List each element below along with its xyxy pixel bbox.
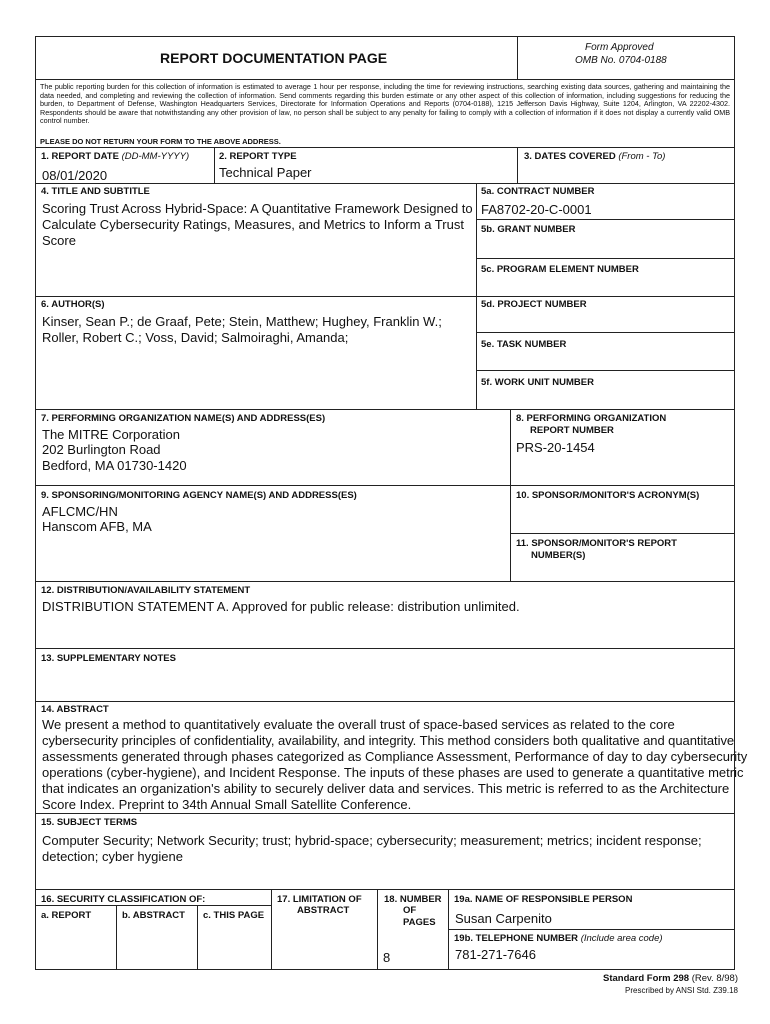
form-title: REPORT DOCUMENTATION PAGE bbox=[160, 50, 388, 66]
report-date-label bbox=[41, 151, 189, 162]
row1-divider-2 bbox=[517, 147, 518, 183]
security-classification-label: 16. SECURITY CLASSIFICATION OF: bbox=[41, 894, 206, 905]
title-line-3[interactable]: Score bbox=[42, 233, 76, 248]
grant-number-label: 5b. GRANT NUMBER bbox=[481, 224, 576, 235]
sponsoring-agency-line-1[interactable]: AFLCMC/HN bbox=[42, 504, 118, 519]
contract-number-label: 5a. CONTRACT NUMBER bbox=[481, 186, 595, 197]
subject-rule bbox=[35, 889, 735, 890]
standard-form-line bbox=[603, 973, 738, 984]
form-approved-label: Form Approved bbox=[585, 42, 654, 53]
pages-label-3: PAGES bbox=[403, 917, 436, 928]
performing-org-label: 7. PERFORMING ORGANIZATION NAME(S) AND ADDRESS(ES) bbox=[41, 413, 326, 424]
classification-report-label: a. REPORT bbox=[41, 910, 92, 921]
title-rule bbox=[35, 296, 735, 297]
supplementary-notes-label: 13. SUPPLEMENTARY NOTES bbox=[41, 653, 176, 664]
classification-subrule bbox=[35, 905, 271, 906]
title-label: 4. TITLE AND SUBTITLE bbox=[41, 186, 150, 197]
task-number-label: 5e. TASK NUMBER bbox=[481, 339, 567, 350]
standard-form-rev: (Rev. 8/98) bbox=[691, 973, 738, 984]
telephone-hint: (Include area code) bbox=[580, 933, 663, 944]
performing-org-line-1[interactable]: The MITRE Corporation bbox=[42, 427, 180, 442]
telephone-value[interactable]: 781-271-7646 bbox=[455, 947, 536, 962]
classification-divider-2 bbox=[197, 905, 198, 970]
distribution-value[interactable]: DISTRIBUTION STATEMENT A. Approved for public release: distribution unlimited. bbox=[42, 599, 520, 614]
project-number-label: 5d. PROJECT NUMBER bbox=[481, 299, 587, 310]
report-date-hint: (DD-MM-YYYY) bbox=[121, 151, 190, 162]
subject-terms-line-2[interactable]: detection; cyber hygiene bbox=[42, 849, 183, 864]
title-line-1[interactable]: Scoring Trust Across Hybrid-Space: A Quantitative Framework Designed to bbox=[42, 201, 473, 216]
classification-abstract-label: b. ABSTRACT bbox=[122, 910, 185, 921]
performing-report-label-2: REPORT NUMBER bbox=[530, 425, 614, 436]
pages-divider bbox=[377, 889, 378, 970]
classification-divider-1 bbox=[116, 905, 117, 970]
abstract-line[interactable]: Score Index. Preprint to 34th Annual Small Satellite Conference. bbox=[42, 797, 412, 812]
classification-this-page-label: c. THIS PAGE bbox=[203, 910, 265, 921]
distribution-label: 12. DISTRIBUTION/AVAILABILITY STATEMENT bbox=[41, 585, 251, 596]
row1-rule bbox=[35, 183, 735, 184]
subject-terms-line-1[interactable]: Computer Security; Network Security; trust; hybrid-space; cybersecurity; measurement; metrics; incident response; bbox=[42, 833, 702, 848]
authors-rule bbox=[35, 409, 735, 410]
responsible-person-label: 19a. NAME OF RESPONSIBLE PERSON bbox=[454, 894, 633, 905]
responsible-rule bbox=[448, 929, 735, 930]
notes-rule bbox=[35, 701, 735, 702]
authors-label: 6. AUTHOR(S) bbox=[41, 299, 105, 310]
telephone-label bbox=[454, 933, 663, 944]
performing-report-label-1: 8. PERFORMING ORGANIZATION bbox=[516, 413, 667, 424]
dates-covered-label-text: 3. DATES COVERED bbox=[524, 151, 616, 162]
report-documentation-form bbox=[35, 36, 735, 970]
dates-covered-hint: (From - To) bbox=[618, 151, 666, 162]
pages-value[interactable]: 8 bbox=[383, 950, 391, 965]
project-rule bbox=[476, 332, 735, 333]
dates-covered-label bbox=[524, 151, 665, 162]
sponsoring-rule bbox=[35, 581, 735, 582]
burden-statement: The public reporting burden for this collection of information is estimated to average 1 hour per response, including the time for reviewing instructions, searching existing data sources, gathering and maintaining the data needed, and completing and reviewing the collection of information. Send comments regarding this burden estimate or any other aspect of this collection of information, including suggestions for reducing the burden, to Department of Defense, Washington Headquarters Services, Directorate for Information Operations and Reports (0704-0188), 1215 Jefferson Davis Highway, Suite 1204, Arlington, VA 22202-4302. Respondents should be aware that notwithstanding any other provision of law, no person shall be subject to any penalty for failing to comply with a collection of information if it does not display a currently valid OMB control number. bbox=[40, 82, 730, 126]
instructions-rule bbox=[35, 147, 735, 148]
pages-label-1: 18. NUMBER bbox=[384, 894, 442, 905]
abstract-line[interactable]: cybersecurity principles of confidentiality, availability, and integrity. This method considers both qualitative and quantitative bbox=[42, 733, 735, 748]
column-divider-8 bbox=[510, 409, 511, 581]
abstract-line[interactable]: We present a method to quantitatively evaluate the overall trust of space-based services as related to the core bbox=[42, 717, 675, 732]
abstract-rule bbox=[35, 813, 735, 814]
responsible-person-value[interactable]: Susan Carpenito bbox=[455, 911, 552, 926]
limitation-divider bbox=[271, 889, 272, 970]
sponsor-report-label-2: NUMBER(S) bbox=[531, 550, 586, 561]
abstract-line[interactable]: operations (cyber-hygiene), and Incident Response. The inputs of these phases are used to generate a quantitative metric bbox=[42, 765, 744, 780]
performing-rule bbox=[35, 485, 735, 486]
sponsoring-agency-line-2[interactable]: Hanscom AFB, MA bbox=[42, 519, 152, 534]
grant-rule bbox=[476, 258, 735, 259]
program-element-label: 5c. PROGRAM ELEMENT NUMBER bbox=[481, 264, 639, 275]
report-type-label: 2. REPORT TYPE bbox=[219, 151, 297, 162]
telephone-label-text: 19b. TELEPHONE NUMBER bbox=[454, 933, 579, 944]
pages-label-2: OF bbox=[403, 905, 417, 916]
abstract-label: 14. ABSTRACT bbox=[41, 704, 109, 715]
limitation-label-2: ABSTRACT bbox=[297, 905, 350, 916]
performing-org-line-2[interactable]: 202 Burlington Road bbox=[42, 442, 161, 457]
header-divider bbox=[517, 36, 518, 80]
acronym-rule bbox=[510, 533, 735, 534]
contract-rule bbox=[476, 219, 735, 220]
authors-line-2[interactable]: Roller, Robert C.; Voss, David; Salmoiraghi, Amanda; bbox=[42, 330, 349, 345]
header-rule bbox=[35, 79, 735, 80]
return-warning: PLEASE DO NOT RETURN YOUR FORM TO THE ABOVE ADDRESS. bbox=[40, 137, 281, 146]
sponsor-report-label-1: 11. SPONSOR/MONITOR'S REPORT bbox=[516, 538, 677, 549]
sponsoring-agency-label: 9. SPONSORING/MONITORING AGENCY NAME(S) AND ADDRESS(ES) bbox=[41, 490, 357, 501]
task-rule bbox=[476, 370, 735, 371]
sponsor-acronym-label: 10. SPONSOR/MONITOR'S ACRONYM(S) bbox=[516, 490, 700, 501]
subject-terms-label: 15. SUBJECT TERMS bbox=[41, 817, 138, 828]
row1-divider-1 bbox=[214, 147, 215, 183]
standard-form-name: Standard Form 298 bbox=[603, 973, 690, 984]
abstract-line[interactable]: assessments generated through phases categorized as Compliance Assessment, Performance of day to day cybersecurity bbox=[42, 749, 748, 764]
report-type-value[interactable]: Technical Paper bbox=[219, 165, 312, 180]
omb-number: OMB No. 0704-0188 bbox=[575, 55, 667, 66]
abstract-line[interactable]: that indicates an organization's ability to securely deliver data and services. This metric is referred to as the Architecture bbox=[42, 781, 730, 796]
distribution-rule bbox=[35, 648, 735, 649]
title-line-2[interactable]: Calculate Cybersecurity Ratings, Measures, and Metrics to Inform a Trust bbox=[42, 217, 464, 232]
limitation-label-1: 17. LIMITATION OF bbox=[277, 894, 362, 905]
report-date-value[interactable]: 08/01/2020 bbox=[42, 168, 108, 183]
contract-number-value[interactable]: FA8702-20-C-0001 bbox=[481, 202, 592, 217]
authors-line-1[interactable]: Kinser, Sean P.; de Graaf, Pete; Stein, Matthew; Hughey, Franklin W.; bbox=[42, 314, 442, 329]
work-unit-label: 5f. WORK UNIT NUMBER bbox=[481, 377, 594, 388]
performing-org-line-3[interactable]: Bedford, MA 01730-1420 bbox=[42, 458, 187, 473]
report-date-label-text: 1. REPORT DATE bbox=[41, 151, 119, 162]
prescribed-by: Prescribed by ANSI Std. Z39.18 bbox=[625, 986, 738, 995]
performing-report-value[interactable]: PRS-20-1454 bbox=[516, 440, 595, 455]
